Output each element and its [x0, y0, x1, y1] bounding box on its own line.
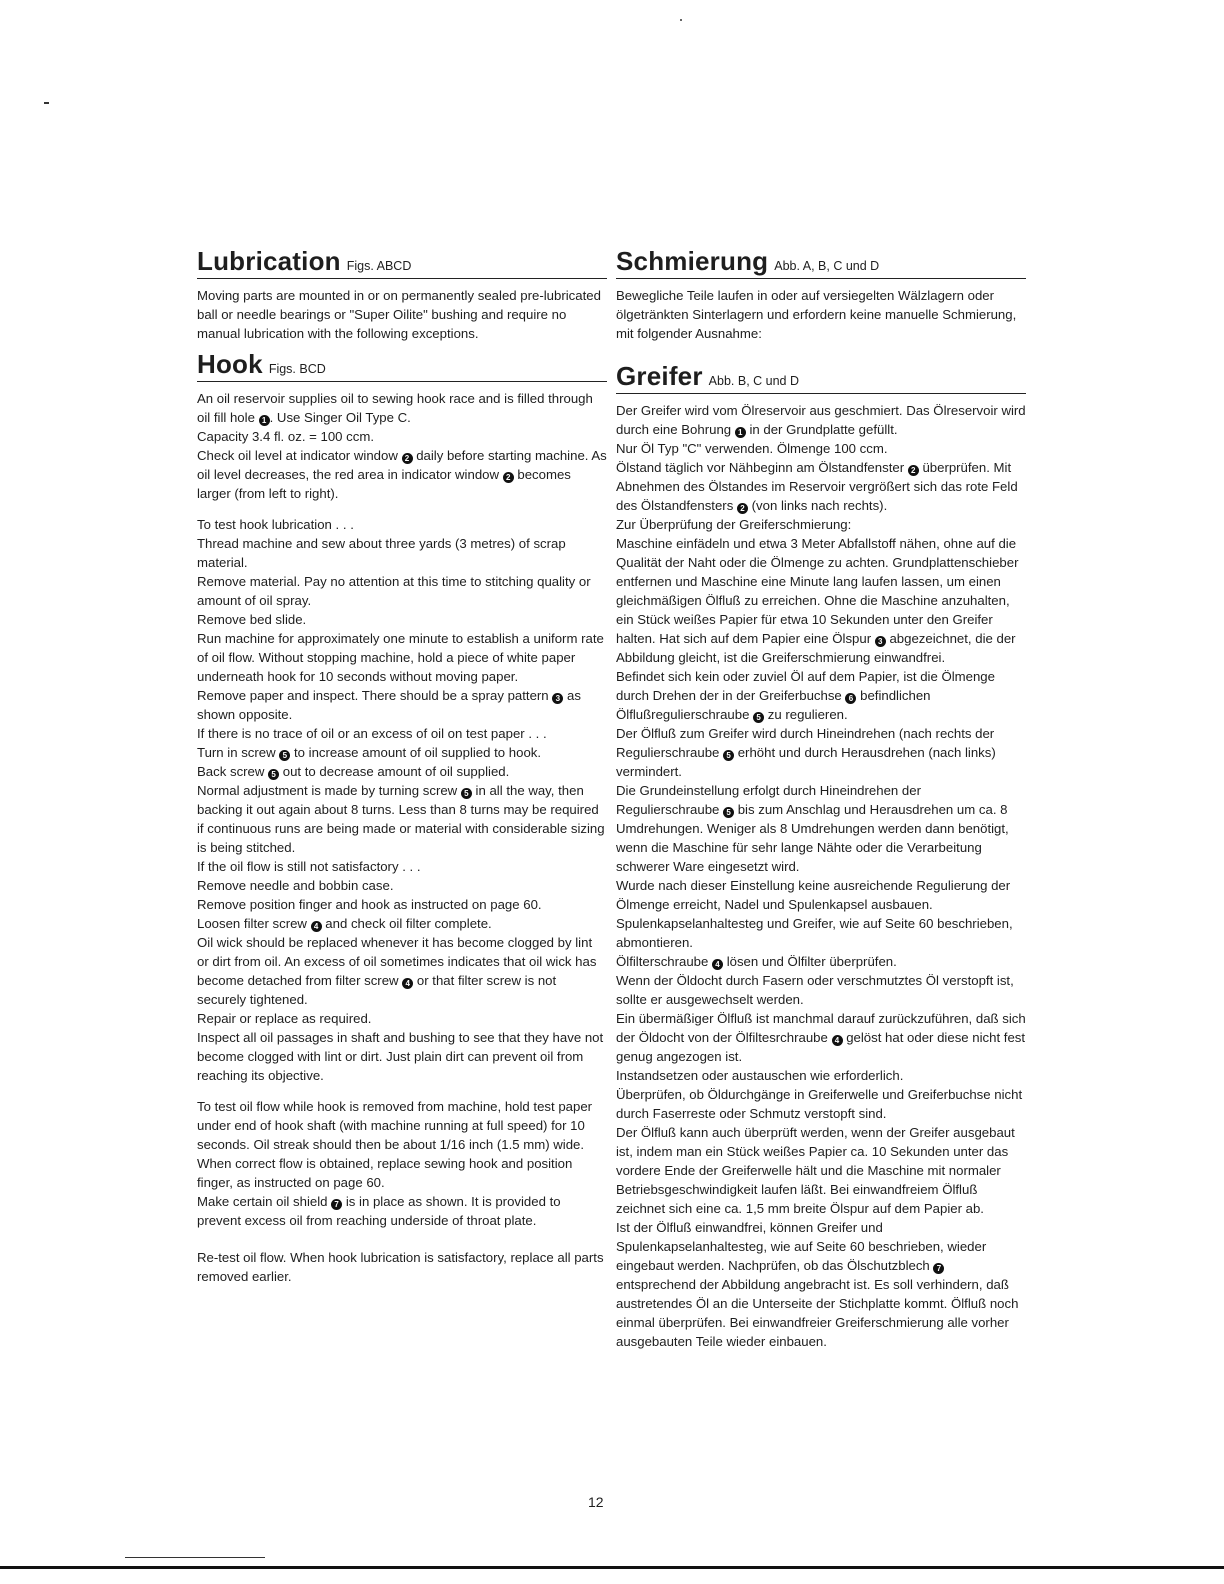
callout-4-icon: 4: [712, 959, 723, 970]
callout-5-icon: 5: [723, 807, 734, 818]
greifer-p3: Ölstand täglich vor Nähbeginn am Ölstandfenster 2 überprüfen. Mit Abnehmen des Ölstandes im Reservoir vergrößert sich das rote Feld des Ölstandfensters 2 (von links nach rechts).: [616, 460, 1018, 513]
greifer-p4: Zur Überprüfung der Greiferschmierung:: [616, 517, 852, 532]
callout-4-icon: 4: [311, 921, 322, 932]
hook-p2: Capacity 3.4 fl. oz. = 100 ccm.: [197, 429, 375, 444]
hook-p21: To test oil flow while hook is removed from machine, hold test paper under end of hook shaft (with machine running at full speed) for 10 seconds. Oil streak should then be about 1/16 inch (1.5 mm) wide.: [197, 1099, 593, 1152]
greifer-p13: Ein übermäßiger Ölfluß ist manchmal darauf zurückzuführen, daß sich der Öldocht von der Ölfiltesrchraube 4 gelöst hat oder diese nicht fest genug angezogen ist.: [616, 1011, 1026, 1064]
greifer-p14: Instandsetzen oder austauschen wie erforderlich.: [616, 1068, 904, 1083]
callout-5-icon: 5: [279, 750, 290, 761]
callout-1-icon: 1: [259, 415, 270, 426]
callout-4-icon: 4: [402, 978, 413, 989]
greifer-heading: [616, 361, 1026, 394]
scan-speck: [44, 102, 49, 104]
hook-p20: Inspect all oil passages in shaft and bushing to see that they have not become clogged with lint or dirt. Just plain dirt can prevent oil from reaching its objective.: [197, 1030, 604, 1083]
lubrication-intro: Moving parts are mounted in or on permanently sealed pre-lubricated ball or needle bearings or "Super Oilite" bushing and require no manual lubrication with the following exceptions.: [197, 288, 601, 341]
hook-p24: Re-test oil flow. When hook lubrication is satisfactory, replace all parts removed earlier.: [197, 1250, 604, 1284]
greifer-p7: Der Ölfluß zum Greifer wird durch Hineindrehen (nach rechts der Regulierschraube 5 erhöht und durch Herausdrehen (nach links) vermindert.: [616, 726, 996, 779]
lubrication-title: Lubrication: [197, 246, 341, 276]
greifer-p2: Nur Öl Typ "C" verwenden. Ölmenge 100 ccm.: [616, 441, 888, 456]
hook-p7: Remove bed slide.: [197, 612, 307, 627]
schmierung-heading: [616, 246, 1026, 279]
hook-p13: Normal adjustment is made by turning screw 5 in all the way, then backing it out again about 8 turns. Less than 8 turns may be required if continuous runs are being made or material with considerable sizing is being stitched.: [197, 783, 605, 855]
schmierung-title: Schmierung: [616, 246, 769, 276]
schmierung-figs: Abb. A, B, C und D: [774, 259, 880, 273]
hook-p17: Loosen filter screw 4 and check oil filter complete.: [197, 916, 492, 931]
greifer-p1: Der Greifer wird vom Ölreservoir aus geschmiert. Das Ölreservoir wird durch eine Bohrung 1 in der Grundplatte gefüllt.: [616, 403, 1026, 437]
schmierung-intro: Bewegliche Teile laufen in oder auf versiegelten Wälzlagern oder ölgetränkten Sinterlagern und erfordern keine manuelle Schmierung, mit folgender Ausnahme:: [616, 288, 1017, 341]
callout-7-icon: 7: [933, 1263, 944, 1274]
greifer-p9: Wurde nach dieser Einstellung keine ausreichende Regulierung der Ölmenge erreicht, Nadel und Spulenkapsel ausbauen.: [616, 878, 1011, 912]
greifer-p6: Befindet sich kein oder zuviel Öl auf dem Papier, ist die Ölmenge durch Drehen der in der Greiferbuchse 6 befindlichen Ölflußregulierschraube 5 zu regulieren.: [616, 669, 995, 722]
german-column: [616, 246, 1026, 1351]
page-number: 12: [588, 1494, 604, 1510]
hook-p9: Remove paper and inspect. There should be a spray pattern 3 as shown opposite.: [197, 688, 581, 722]
callout-1-icon: 1: [735, 427, 746, 438]
hook-p11: Turn in screw 5 to increase amount of oil supplied to hook.: [197, 745, 542, 760]
hook-p23: Make certain oil shield 7 is in place as shown. It is provided to prevent excess oil from reaching underside of throat plate.: [197, 1194, 561, 1228]
hook-p4: To test hook lubrication . . .: [197, 517, 354, 532]
hook-p16: Remove position finger and hook as instructed on page 60.: [197, 897, 542, 912]
hook-p5: Thread machine and sew about three yards (3 metres) of scrap material.: [197, 536, 566, 570]
greifer-p8: Die Grundeinstellung erfolgt durch Hineindrehen der Regulierschraube 5 bis zum Anschlag und Herausdrehen um ca. 8 Umdrehungen. Weniger als 8 Umdrehungen werden dann benötigt, wenn die Maschine für sehr lange Nähte oder die Verarbeitung schwerer Ware eingesetzt wird.: [616, 783, 1009, 874]
callout-4-icon: 4: [832, 1035, 843, 1046]
greifer-p17: Ist der Ölfluß einwandfrei, können Greifer und Spulenkapselanhaltesteg, wie auf Seite 60 beschrieben, wieder eingebaut werden. Nachprüfen, ob das Ölschutzblech 7 entsprechend der Abbildung angebracht ist. Es soll verhindern, daß austretendes Öl an die Unterseite der Stichplatte kommt. Ölfluß noch einmal überprüfen. Bei einwandfreier Greiferschmierung alle vorher ausgebauten Teile wieder einbauen.: [616, 1220, 1019, 1349]
greifer-figs: Abb. B, C und D: [708, 374, 799, 388]
hook-p15: Remove needle and bobbin case.: [197, 878, 394, 893]
hook-p6: Remove material. Pay no attention at this time to stitching quality or amount of oil spray.: [197, 574, 591, 608]
hook-title: Hook: [197, 349, 263, 379]
divider: [125, 1557, 265, 1558]
english-column: [197, 246, 607, 1286]
greifer-p15: Überprüfen, ob Öldurchgänge in Greiferwelle und Greiferbuchse nicht durch Faserreste oder Schmutz verstopft sind.: [616, 1087, 1023, 1121]
callout-3-icon: 3: [875, 636, 886, 647]
greifer-p16: Der Ölfluß kann auch überprüft werden, wenn der Greifer ausgebaut ist, indem man ein Stück weißes Papier ca. 10 Sekunden unter das vordere Ende der Greiferwelle hält und die Maschine mit normaler Betriebsgeschwindigkeit laufen läßt. Bei einwandfreiem Ölfluß zeichnet sich eine ca. 1,5 mm breite Ölspur auf dem Papier ab.: [616, 1125, 1015, 1216]
callout-5-icon: 5: [723, 750, 734, 761]
callout-6-icon: 6: [845, 693, 856, 704]
hook-p1: An oil reservoir supplies oil to sewing hook race and is filled through oil fill hole 1 . Use Singer Oil Type C.: [197, 391, 593, 425]
callout-5-icon: 5: [461, 788, 472, 799]
callout-5-icon: 5: [268, 769, 279, 780]
hook-p12: Back screw 5 out to decrease amount of oil supplied.: [197, 764, 510, 779]
greifer-title: Greifer: [616, 361, 703, 391]
hook-p22: When correct flow is obtained, replace sewing hook and position finger, as instructed on page 60.: [197, 1156, 573, 1190]
callout-2-icon: 2: [402, 453, 413, 464]
hook-p3: Check oil level at indicator window 2 daily before starting machine. As oil level decreases, the red area in indicator window 2 becomes larger (from left to right).: [197, 448, 607, 501]
hook-figs: Figs. BCD: [268, 362, 326, 376]
callout-7-icon: 7: [331, 1199, 342, 1210]
callout-3-icon: 3: [552, 693, 563, 704]
lubrication-heading: [197, 246, 607, 279]
lubrication-figs: Figs. ABCD: [346, 259, 412, 273]
callout-2-icon: 2: [737, 503, 748, 514]
callout-5-icon: 5: [753, 712, 764, 723]
scan-speck: [680, 19, 682, 21]
divider: [0, 1566, 1224, 1569]
callout-2-icon: 2: [503, 472, 514, 483]
greifer-p11: Ölfilterschraube 4 lösen und Ölfilter überprüfen.: [616, 954, 897, 969]
hook-p8: Run machine for approximately one minute to establish a uniform rate of oil flow. Without stopping machine, hold a piece of white paper underneath hook for 10 seconds without moving paper.: [197, 631, 604, 684]
hook-p19: Repair or replace as required.: [197, 1011, 372, 1026]
greifer-p10: Spulenkapselanhaltesteg und Greifer, wie auf Seite 60 beschrieben, abmontieren.: [616, 916, 1013, 950]
callout-2-icon: 2: [908, 465, 919, 476]
greifer-p5: Maschine einfädeln und etwa 3 Meter Abfallstoff nähen, ohne auf die Qualität der Naht oder die Ölmenge zu achten. Grundplattenschieber entfernen und Maschine eine Minute lang laufen lassen, um einen gleichmäßigen Ölfluß zu erreichen. Ohne die Maschine anzuhalten, ein Stück weißes Papier für etwa 10 Sekunden unter den Greifer halten. Hat sich auf dem Papier eine Ölspur 3 abgezeichnet, die der Abbildung gleicht, ist die Greiferschmierung einwandfrei.: [616, 536, 1019, 665]
hook-p18: Oil wick should be replaced whenever it has become clogged by lint or dirt from oil. An excess of oil sometimes indicates that oil wick has become detached from filter screw 4 or that filter screw is not securely tightened.: [197, 935, 597, 1007]
hook-p10: If there is no trace of oil or an excess of oil on test paper . . .: [197, 726, 547, 741]
hook-p14: If the oil flow is still not satisfactory . . .: [197, 859, 421, 874]
greifer-p12: Wenn der Öldocht durch Fasern oder verschmutztes Öl verstopft ist, sollte er ausgewechselt werden.: [616, 973, 1014, 1007]
hook-heading: [197, 349, 607, 382]
